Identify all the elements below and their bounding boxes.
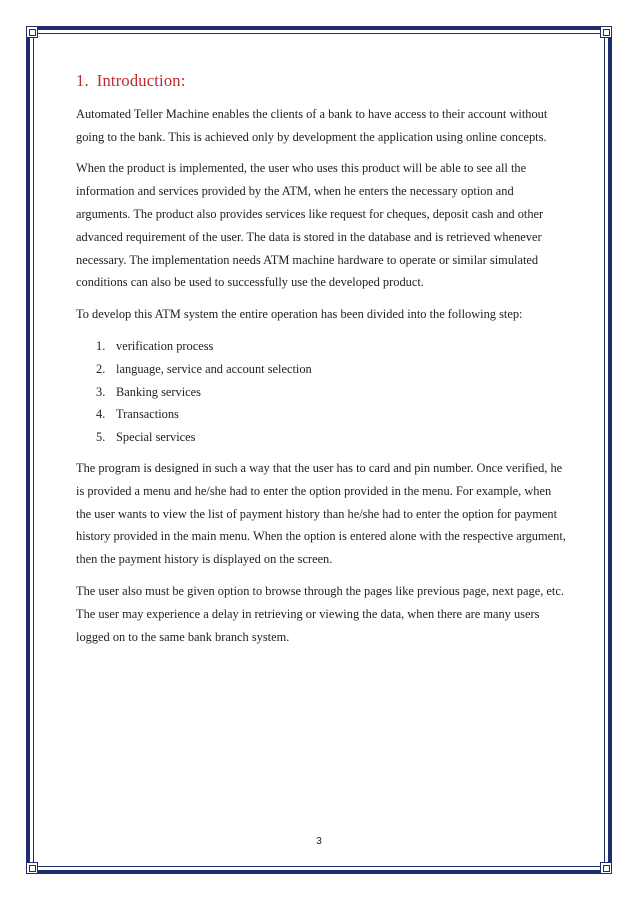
corner-ornament-top-left: [26, 26, 38, 38]
paragraph-product: When the product is implemented, the user who uses this product will be able to see all the information and services provided by the ATM, when he enters the necessary option and arguments. The product also provides services like request for cheques, deposit cash and other advanced requirement of the user. The data is stored in the database and is retrieved whenever necessary. The implementation needs ATM machine hardware to operate or similar simulated conditions can also be used to successfully use the developed product.: [76, 161, 544, 290]
list-item-text: language, service and account selection: [116, 361, 312, 376]
list-item-number: 4.: [96, 407, 106, 422]
list-item-number: 2.: [96, 361, 106, 376]
section-heading: [76, 70, 566, 93]
list-item-text: Special services: [116, 430, 196, 445]
paragraph-browse: The user also must be given option to browse through the pages like previous page, next page, etc. The user may experience a delay in retrieving or viewing the data, when there are many users logged on to the same bank branch system.: [76, 583, 564, 644]
section-number: 1.: [76, 71, 89, 90]
paragraph-program-design: The program is designed in such a way that the user has to card and pin number. Once verified, he is provided a menu and he/she had to enter the option provided in the menu. For example, when the user wants to view the list of payment history than he/she had to enter the option for payment history provided in the main menu. When the option is entered alone with the respective argument, then the payment history is displayed on the screen.: [76, 460, 566, 567]
paragraph-steps-intro: To develop this ATM system the entire operation has been divided into the following step:: [76, 307, 523, 322]
list-item: [96, 381, 566, 404]
list-item-number: 1.: [96, 338, 106, 353]
list-item: [96, 403, 566, 426]
list-item-text: Banking services: [116, 384, 201, 399]
list-item: [96, 426, 566, 449]
section-title: Introduction:: [96, 71, 186, 90]
corner-ornament-top-right: [600, 26, 612, 38]
document-body: [76, 70, 566, 657]
corner-ornament-bottom-right: [600, 862, 612, 874]
list-item-text: verification process: [116, 338, 214, 353]
list-item-text: Transactions: [116, 407, 179, 422]
steps-list: [76, 335, 566, 449]
corner-ornament-bottom-left: [26, 862, 38, 874]
paragraph-intro: Automated Teller Machine enables the clients of a bank to have access to their account without going to the bank. This is achieved only by development the application using online concepts.: [76, 106, 548, 144]
page-number: 3: [316, 836, 322, 847]
list-item: [96, 335, 566, 358]
list-item-number: 5.: [96, 430, 106, 445]
list-item-number: 3.: [96, 384, 106, 399]
list-item: [96, 358, 566, 381]
